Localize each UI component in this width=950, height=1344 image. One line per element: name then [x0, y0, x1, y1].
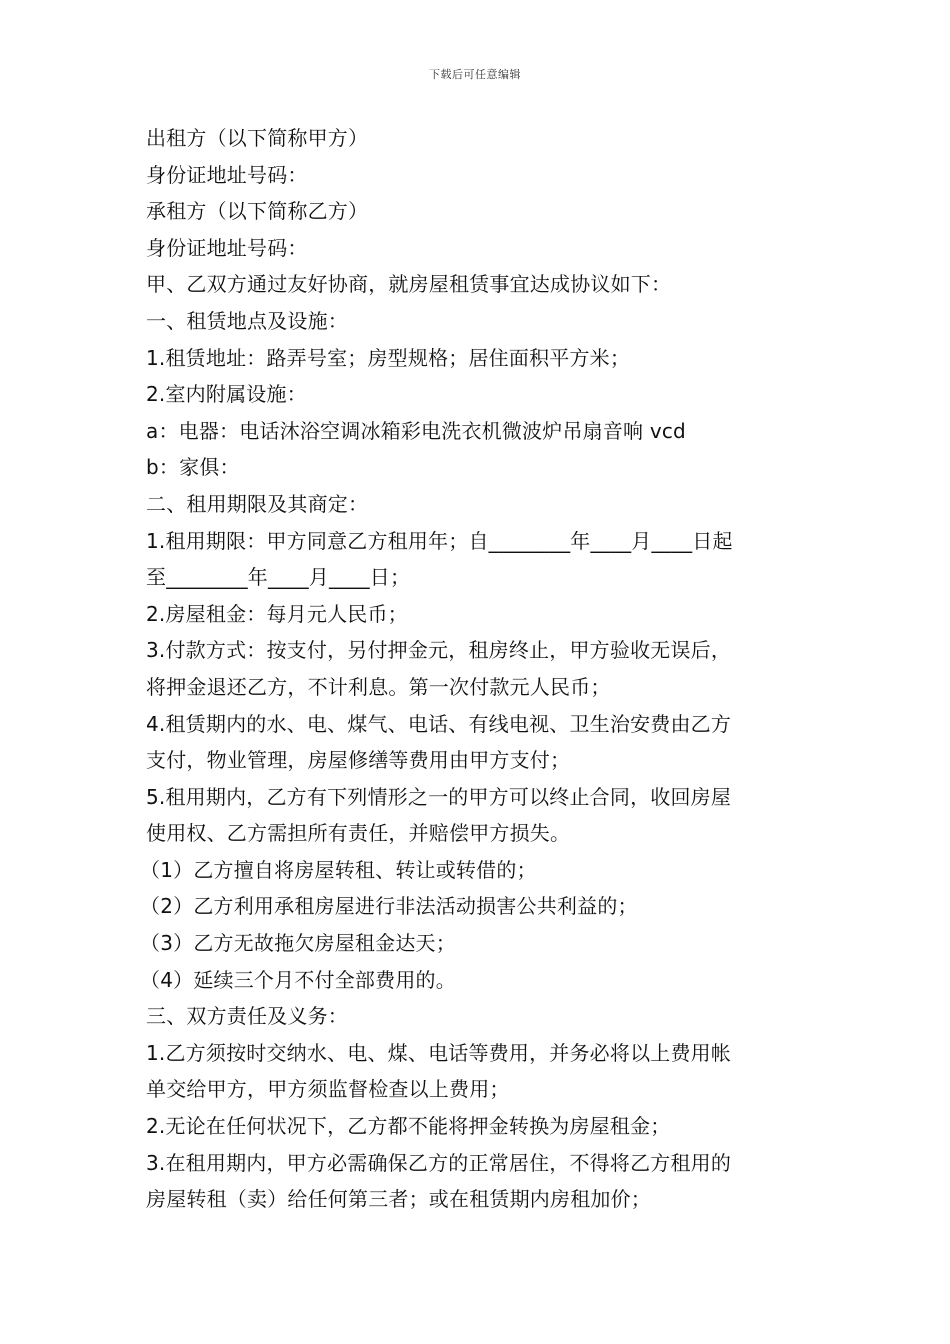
- clause-3-3: 3.在租用期内，甲方必需确保乙方的正常居住，不得将乙方租用的: [146, 1150, 732, 1175]
- clause-2-2: 2.房屋租金：每月元人民币；: [146, 601, 408, 626]
- clause-1-2-a: a：电器：电话沐浴空调冰箱彩电洗衣机微波炉吊扇音响 vcd: [146, 418, 686, 443]
- clause-2-5-item-1: （1）乙方擅自将房屋转租、转让或转借的；: [140, 857, 537, 882]
- clause-2-5: 5.租用期内，乙方有下列情形之一的甲方可以终止合同，收回房屋: [146, 784, 732, 809]
- clause-3-2: 2.无论在任何状况下，乙方都不能将押金转换为房屋租金；: [146, 1114, 671, 1139]
- clause-3-3-cont: 房屋转租（卖）给任何第三者；或在租赁期内房租加价；: [146, 1187, 651, 1212]
- section-1-heading: 一、租赁地点及设施：: [146, 308, 348, 333]
- clause-2-5-item-3: （3）乙方无故拖欠房屋租金达天；: [140, 931, 456, 956]
- clause-2-4-cont: 支付，物业管理，房屋修缮等费用由甲方支付；: [146, 748, 571, 773]
- party-b-line: 承租方（以下简称乙方）: [146, 199, 369, 224]
- page-header: 下载后可任意编辑: [429, 68, 521, 81]
- clause-1-2: 2.室内附属设施：: [146, 382, 307, 407]
- clause-3-1: 1.乙方须按时交纳水、电、煤、电话等费用，并务必将以上费用帐: [146, 1040, 732, 1065]
- clause-2-1-cont: 至________年____月____日；: [146, 565, 411, 590]
- clause-3-1-cont: 单交给甲方，甲方须监督检查以上费用；: [146, 1077, 510, 1102]
- clause-2-5-item-4: （4）延续三个月不付全部费用的。: [140, 967, 456, 992]
- clause-2-5-item-2: （2）乙方利用承租房屋进行非法活动损害公共利益的；: [140, 894, 638, 919]
- clause-1-1: 1.租赁地址：路弄号室；房型规格；居住面积平方米；: [146, 345, 631, 370]
- party-b-id-line: 身份证地址号码：: [146, 235, 308, 260]
- clause-1-2-b: b：家俱：: [146, 455, 240, 480]
- party-a-id-line: 身份证地址号码：: [146, 162, 308, 187]
- clause-2-3: 3.付款方式：按支付，另付押金元，租房终止，甲方验收无误后，: [146, 638, 732, 663]
- party-a-line: 出租方（以下简称甲方）: [146, 126, 369, 150]
- clause-2-3-cont: 将押金退还乙方，不计利息。第一次付款元人民币；: [146, 674, 611, 699]
- clause-2-1: 1.租用期限：甲方同意乙方租用年；自________年____月____日起: [146, 528, 733, 553]
- clause-2-5-cont: 使用权、乙方需担所有责任，并赔偿甲方损失。: [146, 821, 571, 846]
- section-2-heading: 二、租用期限及其商定：: [146, 491, 369, 516]
- clause-2-4: 4.租赁期内的水、电、煤气、电话、有线电视、卫生治安费由乙方: [146, 711, 732, 736]
- contract-body: [140, 120, 810, 1218]
- section-3-heading: 三、双方责任及义务：: [146, 1004, 348, 1029]
- agreement-intro: 甲、乙双方通过友好协商，就房屋租赁事宜达成协议如下：: [146, 272, 672, 297]
